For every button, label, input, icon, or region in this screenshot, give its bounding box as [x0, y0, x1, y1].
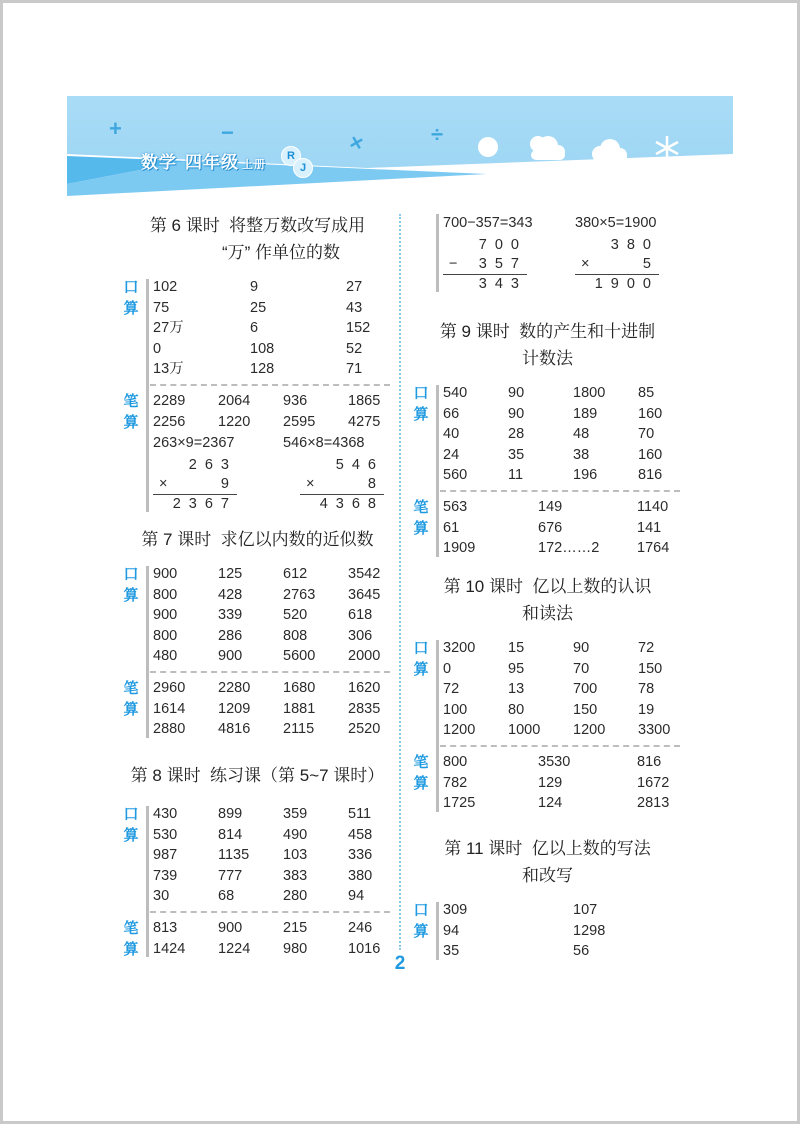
- section-title: 第 10 课时 亿以上数的认识: [443, 577, 652, 596]
- answer-cell: 128: [250, 361, 275, 378]
- section-title: 第 9 课时 数的产生和十进制: [439, 322, 656, 341]
- answer-grid: [443, 752, 690, 814]
- answer-cell: 9: [250, 279, 259, 295]
- oral-calculation: [413, 383, 690, 486]
- answer-cell: 676: [538, 519, 563, 536]
- answer-cell: 35: [443, 943, 460, 960]
- answer-cell: 808: [283, 627, 308, 644]
- answer-cell: 2813: [637, 795, 670, 812]
- answer-cell: 2595: [283, 413, 316, 430]
- answer-cell: 813: [153, 919, 178, 936]
- answer-cell: 68: [218, 888, 235, 905]
- vertical-calculation: [300, 456, 384, 514]
- answer-grid: [443, 383, 690, 486]
- oral-label: [413, 638, 429, 680]
- answer-cell: 490: [283, 826, 308, 843]
- written-label: [123, 918, 139, 960]
- answer-cell: 80: [508, 701, 525, 718]
- answer-cell: 160: [638, 446, 663, 463]
- answer-cell: 95: [508, 660, 525, 677]
- answer-cell: 90: [573, 640, 590, 656]
- answer-cell: 309: [443, 902, 468, 918]
- answer-cell: 25: [250, 299, 267, 316]
- answer-cell: 27: [346, 279, 363, 295]
- multiply-icon: ×: [347, 128, 367, 157]
- answer-cell: 1909: [443, 540, 476, 557]
- section-title: 第 8 课时 练习课（第 5~7 课时）: [130, 766, 385, 785]
- answer-cell: 3542: [348, 566, 381, 582]
- answer-cell: 15: [508, 640, 525, 656]
- answer-cell: 3530: [538, 753, 571, 770]
- answer-cell: 160: [638, 405, 663, 422]
- answer-cell: 2763: [283, 586, 316, 603]
- vertical-operator-row: [300, 475, 384, 494]
- answer-cell: 380: [348, 867, 373, 884]
- answer-cell: 72: [638, 640, 655, 656]
- written-label-char: 算: [413, 519, 429, 537]
- answer-block: [405, 900, 690, 962]
- oral-label: [123, 564, 139, 606]
- vertical-top: 263: [188, 457, 237, 474]
- answer-cell: 1881: [283, 700, 316, 717]
- answer-cell: 1620: [348, 679, 381, 696]
- answer-cell: 24: [443, 446, 460, 463]
- vertical-operator-row: [575, 255, 659, 274]
- answer-grid: [443, 638, 690, 741]
- answer-cell: 2835: [348, 700, 381, 717]
- answer-cell: 816: [637, 753, 662, 770]
- written-label-char: 笔: [123, 392, 139, 410]
- section-title: 和读法: [522, 604, 573, 623]
- written-calculation: [413, 497, 690, 559]
- answer-cell: 90: [508, 385, 525, 401]
- answer-cell: 1000: [508, 722, 541, 739]
- oral-label-char: 算: [413, 661, 429, 678]
- answer-cell: 150: [638, 660, 663, 677]
- answer-cell: 563: [443, 498, 468, 515]
- answer-block: [405, 383, 690, 559]
- answer-cell: 11: [508, 467, 524, 484]
- answer-cell: 777: [218, 867, 243, 884]
- answer-cell: 1209: [218, 700, 251, 717]
- answer-cell: 78: [638, 681, 655, 698]
- dashed-separator: [440, 490, 680, 492]
- vertical-bottom: 357: [478, 256, 527, 272]
- answer-cell: 40: [443, 426, 460, 443]
- lesson-section: [405, 573, 690, 814]
- written-label-char: 笔: [123, 679, 139, 697]
- lesson-section: [405, 212, 690, 294]
- book-title: [141, 148, 266, 173]
- answer-cell: 1865: [348, 392, 381, 409]
- answer-cell: 2960: [153, 679, 186, 696]
- answer-grid: [153, 277, 400, 380]
- answer-cell: 383: [283, 867, 308, 884]
- answer-cell: 246: [348, 919, 373, 936]
- section-title: 计数法: [522, 349, 573, 368]
- answer-cell: 2280: [218, 679, 251, 696]
- answer-cell: 6: [250, 320, 259, 337]
- written-calculation: [123, 918, 400, 959]
- answer-cell: 2115: [283, 721, 315, 738]
- answer-cell: 339: [218, 607, 243, 624]
- answer-grid: [153, 918, 400, 959]
- vertical-operator-row: [153, 475, 237, 494]
- lesson-section: [115, 762, 400, 959]
- answer-block: [405, 212, 690, 294]
- answer-cell: 612: [283, 566, 308, 582]
- answer-cell: 286: [218, 627, 243, 644]
- oral-label: [413, 383, 429, 425]
- answer-cell: 2520: [348, 721, 381, 738]
- answer-cell: 28: [508, 426, 525, 443]
- lesson-section: [405, 318, 690, 559]
- answer-cell: 900: [153, 607, 178, 624]
- answer-cell: 3300: [638, 722, 671, 739]
- vertical-top: 700: [478, 237, 527, 253]
- answer-cell: 782: [443, 774, 468, 791]
- written-calculation: [123, 391, 400, 514]
- answer-cell: 108: [250, 340, 275, 357]
- written-label-char: 笔: [123, 919, 139, 937]
- vertical-top: 380: [610, 237, 659, 253]
- answer-cell: 1764: [637, 540, 670, 557]
- oral-label-char: 算: [123, 827, 139, 844]
- edition-badge-j: J: [293, 158, 313, 178]
- answer-cell: 814: [218, 826, 243, 843]
- equation: 263×9=2367: [153, 435, 235, 452]
- lesson-section: [115, 526, 400, 740]
- answer-cell: 38: [573, 446, 590, 463]
- answer-cell: 1672: [637, 774, 670, 791]
- answer-cell: 172……2: [538, 540, 600, 557]
- answer-grid: [153, 678, 400, 740]
- answer-cell: 800: [443, 753, 468, 770]
- written-calculation: [443, 212, 690, 294]
- operator: ×: [581, 256, 590, 272]
- answer-cell: 1614: [153, 700, 186, 717]
- section-title: 第 11 课时 亿以上数的写法: [444, 839, 651, 858]
- written-label: [413, 497, 429, 539]
- answer-cell: 739: [153, 867, 178, 884]
- answer-cell: 900: [153, 566, 178, 582]
- answer-cell: 2256: [153, 413, 186, 430]
- answer-grid: [153, 564, 400, 667]
- answer-cell: 936: [283, 392, 308, 409]
- answer-cell: 61: [443, 519, 460, 536]
- answer-cell: 72: [443, 681, 460, 698]
- answer-cell: 1135: [218, 847, 250, 864]
- answer-cell: 4816: [218, 721, 251, 738]
- section-title: 第 6 课时 将整万数改写成用: [149, 216, 366, 235]
- answer-cell: 107: [573, 902, 598, 918]
- answer-cell: 0: [443, 660, 452, 677]
- dashed-separator: [150, 911, 390, 913]
- answer-cell: 3200: [443, 640, 476, 656]
- answer-cell: 1140: [637, 498, 669, 515]
- answer-cell: 2880: [153, 721, 186, 738]
- subject: 数学: [141, 153, 177, 172]
- oral-label-char: 算: [123, 587, 139, 604]
- answer-cell: 71: [346, 361, 363, 378]
- vertical-calculation: [153, 456, 237, 514]
- vertical-result: 2367: [153, 494, 237, 514]
- answer-cell: 1680: [283, 679, 316, 696]
- answer-cell: 520: [283, 607, 308, 624]
- written-label: [123, 678, 139, 720]
- answer-cell: 1200: [443, 722, 476, 739]
- dashed-separator: [440, 745, 680, 747]
- vertical-result: 4368: [300, 494, 384, 514]
- answer-cell: 43: [346, 299, 363, 316]
- oral-label-char: 算: [123, 300, 139, 317]
- equation: 700−357=343: [443, 215, 533, 231]
- answer-cell: 1298: [573, 922, 606, 939]
- answer-cell: 560: [443, 467, 468, 484]
- oral-label: [123, 277, 139, 319]
- answer-cell: 189: [573, 405, 598, 422]
- answer-cell: 85: [638, 385, 655, 401]
- oral-label-char: 算: [413, 406, 429, 423]
- minus-icon: −: [221, 120, 234, 145]
- answer-cell: 141: [637, 519, 662, 536]
- answer-cell: 215: [283, 919, 308, 936]
- answer-cell: 100: [443, 701, 468, 718]
- oral-calculation: [413, 638, 690, 741]
- written-calculation: [413, 752, 690, 814]
- written-label-char: 笔: [413, 753, 429, 771]
- answer-cell: 48: [573, 426, 590, 443]
- answer-cell: 90: [508, 405, 525, 422]
- answer-cell: 987: [153, 847, 178, 864]
- edition-badge-r: R: [281, 146, 301, 166]
- answer-cell: 700: [573, 681, 598, 698]
- answer-cell: 52: [346, 340, 363, 357]
- answer-grid: [443, 900, 690, 962]
- answer-cell: 124: [538, 795, 563, 812]
- answer-cell: 1800: [573, 385, 606, 401]
- section-title: 第 7 课时 求亿以内数的近似数: [141, 530, 374, 549]
- oral-label-char: 口: [413, 902, 429, 919]
- answer-cell: 94: [443, 922, 460, 939]
- oral-calculation: [413, 900, 690, 962]
- vertical-top: 546: [335, 457, 384, 474]
- written-label: [413, 752, 429, 794]
- answer-cell: 816: [638, 467, 663, 484]
- lesson-section: [115, 212, 400, 514]
- vertical-bottom: 5: [642, 256, 659, 272]
- vertical-bottom: 9: [220, 476, 237, 493]
- oral-label-char: 口: [123, 566, 139, 583]
- equations: [153, 432, 400, 454]
- equation: 546×8=4368: [283, 435, 365, 452]
- answer-cell: 359: [283, 806, 308, 822]
- section-title: 和改写: [522, 866, 573, 885]
- volume: 上册: [242, 159, 266, 171]
- answer-block: [115, 804, 400, 959]
- oral-calculation: [123, 564, 400, 667]
- divide-icon: ÷: [431, 122, 444, 147]
- oral-calculation: [123, 277, 400, 380]
- answer-cell: 13万: [153, 361, 184, 378]
- answer-cell: 428: [218, 586, 243, 603]
- header-banner: [67, 96, 733, 196]
- oral-label-char: 口: [123, 806, 139, 823]
- answer-cell: 306: [348, 627, 373, 644]
- answer-cell: 5600: [283, 648, 316, 665]
- vertical-calculations: [443, 236, 690, 294]
- grade: 四年级: [185, 153, 239, 172]
- operator: ×: [159, 476, 168, 493]
- answer-cell: 900: [218, 919, 243, 936]
- answer-cell: 540: [443, 385, 468, 401]
- answer-cell: 1725: [443, 795, 476, 812]
- oral-label-char: 口: [123, 279, 139, 296]
- oral-label-char: 口: [413, 385, 429, 402]
- lesson-section: [405, 835, 690, 962]
- equations: [443, 212, 690, 234]
- dashed-separator: [150, 384, 390, 386]
- banner-wave: [67, 96, 733, 196]
- answer-cell: 800: [153, 627, 178, 644]
- answer-cell: 800: [153, 586, 178, 603]
- plus-icon: +: [109, 116, 122, 141]
- answer-grid: [153, 391, 400, 432]
- answer-block: [115, 277, 400, 514]
- written-label-char: 算: [413, 774, 429, 792]
- partly-cloudy-icon: [530, 136, 565, 160]
- operator: −: [449, 256, 458, 272]
- answer-cell: 70: [573, 660, 590, 677]
- oral-label: [123, 804, 139, 846]
- written-calculation: [123, 678, 400, 740]
- written-label-char: 算: [123, 700, 139, 718]
- oral-label: [413, 900, 429, 942]
- written-label: [123, 391, 139, 433]
- vertical-operator-row: [443, 255, 527, 274]
- vertical-result: 343: [443, 274, 527, 294]
- answer-block: [405, 638, 690, 814]
- equation: 380×5=1900: [575, 215, 657, 231]
- oral-label-char: 口: [413, 640, 429, 657]
- answer-grid: [443, 497, 690, 559]
- answer-cell: 66: [443, 405, 460, 422]
- answer-cell: 430: [153, 806, 178, 822]
- answer-cell: 480: [153, 648, 178, 665]
- written-label-char: 算: [123, 413, 139, 431]
- answer-cell: 129: [538, 774, 563, 791]
- answer-cell: 1220: [218, 413, 251, 430]
- answer-cell: 196: [573, 467, 598, 484]
- answer-cell: 94: [348, 888, 365, 905]
- written-label-char: 算: [123, 940, 139, 958]
- dashed-separator: [150, 671, 390, 673]
- answer-cell: 70: [638, 426, 655, 443]
- operator: ×: [306, 476, 315, 493]
- answer-cell: 1016: [348, 940, 381, 957]
- answer-cell: 150: [573, 701, 598, 718]
- answer-cell: 280: [283, 888, 308, 905]
- answer-cell: 103: [283, 847, 308, 864]
- vertical-calculation: [575, 236, 659, 294]
- answer-cell: 0: [153, 340, 162, 357]
- vertical-result: 1900: [575, 274, 659, 294]
- section-title: “万” 作单位的数: [222, 243, 341, 262]
- answer-cell: 900: [218, 648, 243, 665]
- answer-grid: [153, 804, 400, 907]
- answer-cell: 980: [283, 940, 308, 957]
- answer-cell: 530: [153, 826, 178, 843]
- oral-calculation: [123, 804, 400, 907]
- answer-cell: 511: [348, 806, 372, 822]
- answer-cell: 27万: [153, 320, 184, 337]
- page-number: 2: [394, 953, 406, 974]
- answer-cell: 458: [348, 826, 373, 843]
- answer-cell: 149: [538, 498, 563, 515]
- vertical-calculation: [443, 236, 527, 294]
- answer-cell: 2289: [153, 392, 186, 409]
- answer-cell: 336: [348, 847, 373, 864]
- answer-cell: 2000: [348, 648, 381, 665]
- answer-cell: 102: [153, 279, 178, 295]
- answer-cell: 75: [153, 299, 170, 316]
- sun-icon: [478, 137, 498, 157]
- written-label-char: 笔: [413, 498, 429, 516]
- answer-cell: 13: [508, 681, 525, 698]
- answer-cell: 4275: [348, 413, 381, 430]
- answer-cell: 152: [346, 320, 371, 337]
- answer-cell: 899: [218, 806, 243, 822]
- answer-cell: 1200: [573, 722, 606, 739]
- vertical-bottom: 8: [367, 476, 384, 493]
- answer-cell: 125: [218, 566, 243, 582]
- answer-block: [115, 564, 400, 740]
- answer-cell: 1424: [153, 940, 186, 957]
- answer-cell: 1224: [218, 940, 251, 957]
- answer-cell: 3645: [348, 586, 381, 603]
- answer-cell: 56: [573, 943, 590, 960]
- oral-label-char: 算: [413, 923, 429, 940]
- answer-cell: 2064: [218, 392, 251, 409]
- answer-cell: 19: [638, 701, 655, 718]
- answer-cell: 30: [153, 888, 170, 905]
- answer-cell: 35: [508, 446, 525, 463]
- answer-cell: 618: [348, 607, 373, 624]
- vertical-calculations: [153, 456, 400, 514]
